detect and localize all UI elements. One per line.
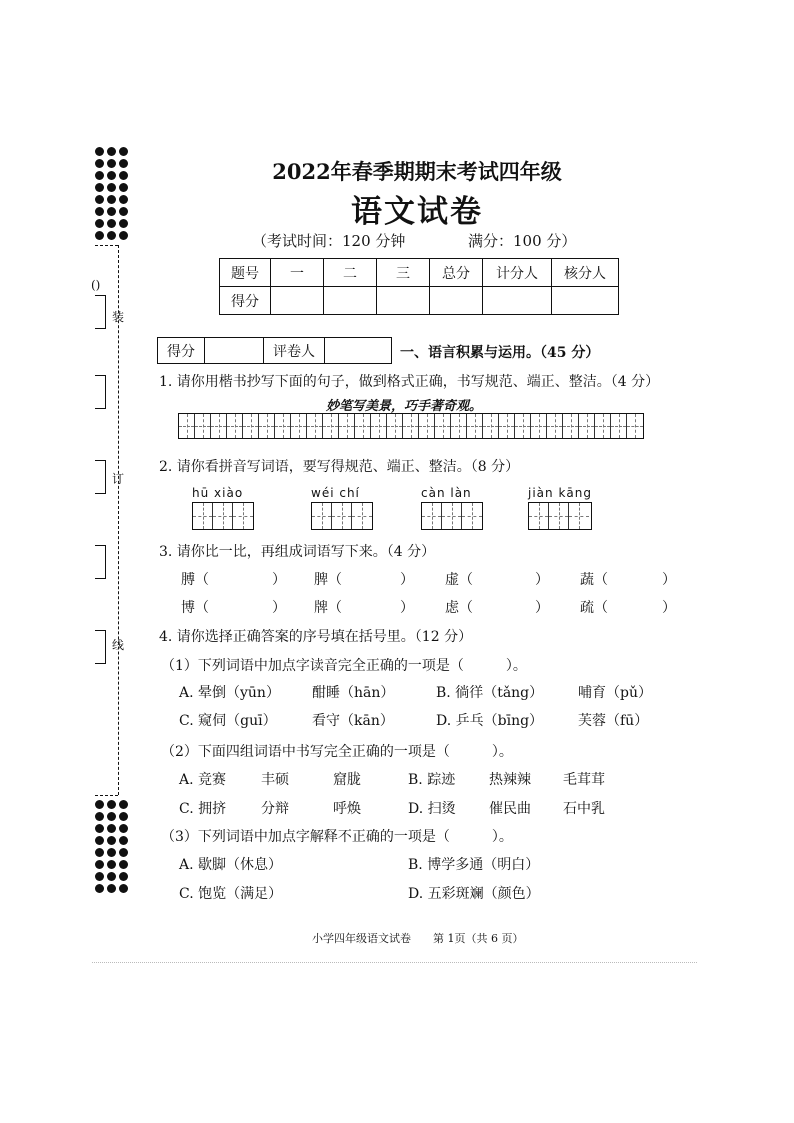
writing-cell[interactable] [547, 414, 563, 438]
q3-r2-c1: 博（ [181, 600, 209, 616]
writing-cell[interactable] [467, 414, 483, 438]
q4-2-C2: 分辩 [261, 801, 289, 817]
exam-time: （考试时间：120 分钟 [252, 232, 406, 250]
answer-boxes[interactable] [528, 502, 592, 530]
grader-score-label: 得分 [158, 338, 205, 364]
writing-cell[interactable] [483, 414, 499, 438]
q4-1-stem: （1）下列词语中加点字读音完全正确的一项是（ ）。 [161, 658, 527, 674]
q4-3-stem: （3）下列词语中加点字解释不正确的一项是（ ）。 [161, 829, 513, 845]
q4-2-A3: 窟胧 [333, 772, 361, 788]
score-table [219, 258, 619, 315]
writing-cell[interactable] [195, 414, 211, 438]
answer-boxes[interactable] [421, 502, 483, 530]
pinyin-label: hū xiào [192, 486, 244, 500]
grader-label: 评卷人 [264, 338, 325, 364]
section1-title: 一、语言积累与运用。（45 分） [400, 345, 600, 361]
q3-r2-c4-close: ） [662, 600, 676, 616]
q3-r2-c2: 牌（ [314, 600, 342, 616]
q2-item-3 [421, 486, 483, 530]
writing-cell[interactable] [227, 414, 243, 438]
q4-3-C: C. 饱览（满足） [179, 886, 283, 902]
writing-cell[interactable] [355, 414, 371, 438]
q3-r2-c3-close: ） [535, 600, 549, 616]
score-row-label: 得分 [220, 287, 271, 315]
score-header-3: 三 [377, 259, 430, 287]
q3-r1-c3: 虚（ [445, 572, 473, 588]
q4-2-B2: 热辣辣 [489, 772, 531, 788]
q4-3-A: A. 歇脚（休息） [179, 857, 283, 873]
q1-text: 1. 请你用楷书抄写下面的句子，做到格式正确，书写规范、端正、整洁。（4 分） [159, 374, 660, 390]
writing-cell[interactable] [595, 414, 611, 438]
q4-1-B: B. 徜徉（tǎng） [436, 685, 544, 701]
side-label-zhuang: 装 [112, 310, 125, 324]
writing-cell[interactable] [387, 414, 403, 438]
writing-cell[interactable] [419, 414, 435, 438]
answer-boxes[interactable] [311, 502, 373, 530]
score-cell[interactable] [271, 287, 324, 315]
score-cell[interactable] [552, 287, 619, 315]
q4-2-C3: 呼焕 [333, 801, 361, 817]
writing-cell[interactable] [451, 414, 467, 438]
pinyin-label: jiàn kāng [528, 486, 592, 500]
score-cell[interactable] [377, 287, 430, 315]
grader-box [157, 337, 392, 364]
name-bracket-3 [95, 460, 106, 494]
q4-text: 4. 请你选择正确答案的序号填在括号里。（12 分） [159, 629, 473, 645]
writing-cell[interactable] [403, 414, 419, 438]
writing-cell[interactable] [531, 414, 547, 438]
q2-item-1 [192, 486, 254, 530]
q3-r1-c2: 脾（ [314, 572, 342, 588]
q2-item-2 [311, 486, 373, 530]
q3-r1-c3-close: ） [535, 572, 549, 588]
exam-title-line2: 语文试卷 [351, 194, 483, 230]
footer-rule [92, 962, 697, 963]
q3-r1-c4: 蔬（ [580, 572, 608, 588]
binding-dots-bottom [95, 800, 128, 893]
score-cell[interactable] [324, 287, 377, 315]
writing-cell[interactable] [211, 414, 227, 438]
q3-r1-c2-close: ） [400, 572, 414, 588]
writing-cell[interactable] [627, 414, 643, 438]
writing-cell[interactable] [435, 414, 451, 438]
writing-cell[interactable] [243, 414, 259, 438]
writing-cell[interactable] [515, 414, 531, 438]
writing-cell[interactable] [499, 414, 515, 438]
writing-cell[interactable] [307, 414, 323, 438]
writing-cell[interactable] [259, 414, 275, 438]
score-cell[interactable] [483, 287, 552, 315]
writing-cell[interactable] [275, 414, 291, 438]
q4-1-D2: 芙蓉（fū） [578, 713, 649, 729]
q4-3-D: D. 五彩斑斓（颜色） [408, 886, 540, 902]
name-bracket-4 [95, 545, 106, 579]
binding-dashed-line [118, 245, 119, 795]
pinyin-label: càn làn [421, 486, 472, 500]
q4-1-A: A. 晕倒（yūn） [179, 685, 280, 701]
grader-name-cell[interactable] [325, 338, 392, 364]
q4-1-B2: 哺育（pǔ） [578, 685, 652, 701]
score-header-1: 一 [271, 259, 324, 287]
binding-dashed-bottom [95, 795, 118, 796]
side-label-xian: 线 [112, 638, 125, 652]
q4-2-A: A. 竞赛 [179, 772, 227, 788]
writing-cell[interactable] [291, 414, 307, 438]
q4-1-D: D. 乒乓（bīng） [436, 713, 544, 729]
writing-cell[interactable] [179, 414, 195, 438]
q4-1-C2: 看守（kān） [312, 713, 394, 729]
q3-r2-c4: 疏（ [580, 600, 608, 616]
q4-2-D3: 石中乳 [563, 801, 605, 817]
q4-2-B3: 毛茸茸 [563, 772, 605, 788]
writing-cell[interactable] [611, 414, 627, 438]
q4-2-stem: （2）下面四组词语中书写完全正确的一项是（ ）。 [161, 744, 513, 760]
score-header-tihao: 题号 [220, 259, 271, 287]
binding-dashed-top [95, 245, 118, 246]
pinyin-label: wéi chí [311, 486, 360, 500]
writing-cell[interactable] [339, 414, 355, 438]
side-label-ding: 订 [112, 472, 125, 486]
q4-2-D2: 催民曲 [489, 801, 531, 817]
score-cell[interactable] [430, 287, 483, 315]
q3-text: 3. 请你比一比，再组成词语写下来。（4 分） [159, 544, 436, 560]
full-score: 满分：100 分） [468, 232, 577, 250]
q4-2-A2: 丰硕 [261, 772, 289, 788]
name-bracket-5 [95, 630, 106, 664]
q3-r1-c4-close: ） [662, 572, 676, 588]
writing-cell[interactable] [323, 414, 339, 438]
name-bracket-1 [95, 295, 106, 329]
score-header-scorer: 计分人 [483, 259, 552, 287]
q3-r2-c1-close: ） [272, 600, 286, 616]
score-header-checker: 核分人 [552, 259, 619, 287]
q4-2-C: C. 拥挤 [179, 801, 227, 817]
score-header-2: 二 [324, 259, 377, 287]
q2-text: 2. 请你看拼音写词语，要写得规范、端正、整洁。（8 分） [159, 459, 520, 475]
page-footer: 小学四年级语文试卷 第 1页（共 6 页） [312, 932, 524, 945]
grader-score-cell[interactable] [205, 338, 264, 364]
name-bracket-2 [95, 375, 106, 409]
side-bracket-mark: () [91, 278, 101, 292]
q4-1-A2: 酣睡（hān） [312, 685, 395, 701]
writing-cell[interactable] [579, 414, 595, 438]
q4-3-B: B. 博学多通（明白） [408, 857, 540, 873]
q3-r1-c1-close: ） [272, 572, 286, 588]
q3-r2-c3: 虑（ [445, 600, 473, 616]
q1-writing-grid[interactable] [178, 413, 644, 439]
answer-boxes[interactable] [192, 502, 254, 530]
q4-2-D: D. 扫烫 [408, 801, 456, 817]
q2-item-4 [528, 486, 592, 530]
q4-2-B: B. 踪迹 [408, 772, 456, 788]
q3-r2-c2-close: ） [400, 600, 414, 616]
q3-r1-c1: 膊（ [181, 572, 209, 588]
q1-sentence: 妙笔写美景，巧手著奇观。 [326, 399, 483, 414]
q4-1-C: C. 窥伺（guī） [179, 713, 277, 729]
writing-cell[interactable] [563, 414, 579, 438]
score-header-total: 总分 [430, 259, 483, 287]
writing-cell[interactable] [371, 414, 387, 438]
exam-title-line1: 2022年春季期期末考试四年级 [272, 159, 562, 184]
